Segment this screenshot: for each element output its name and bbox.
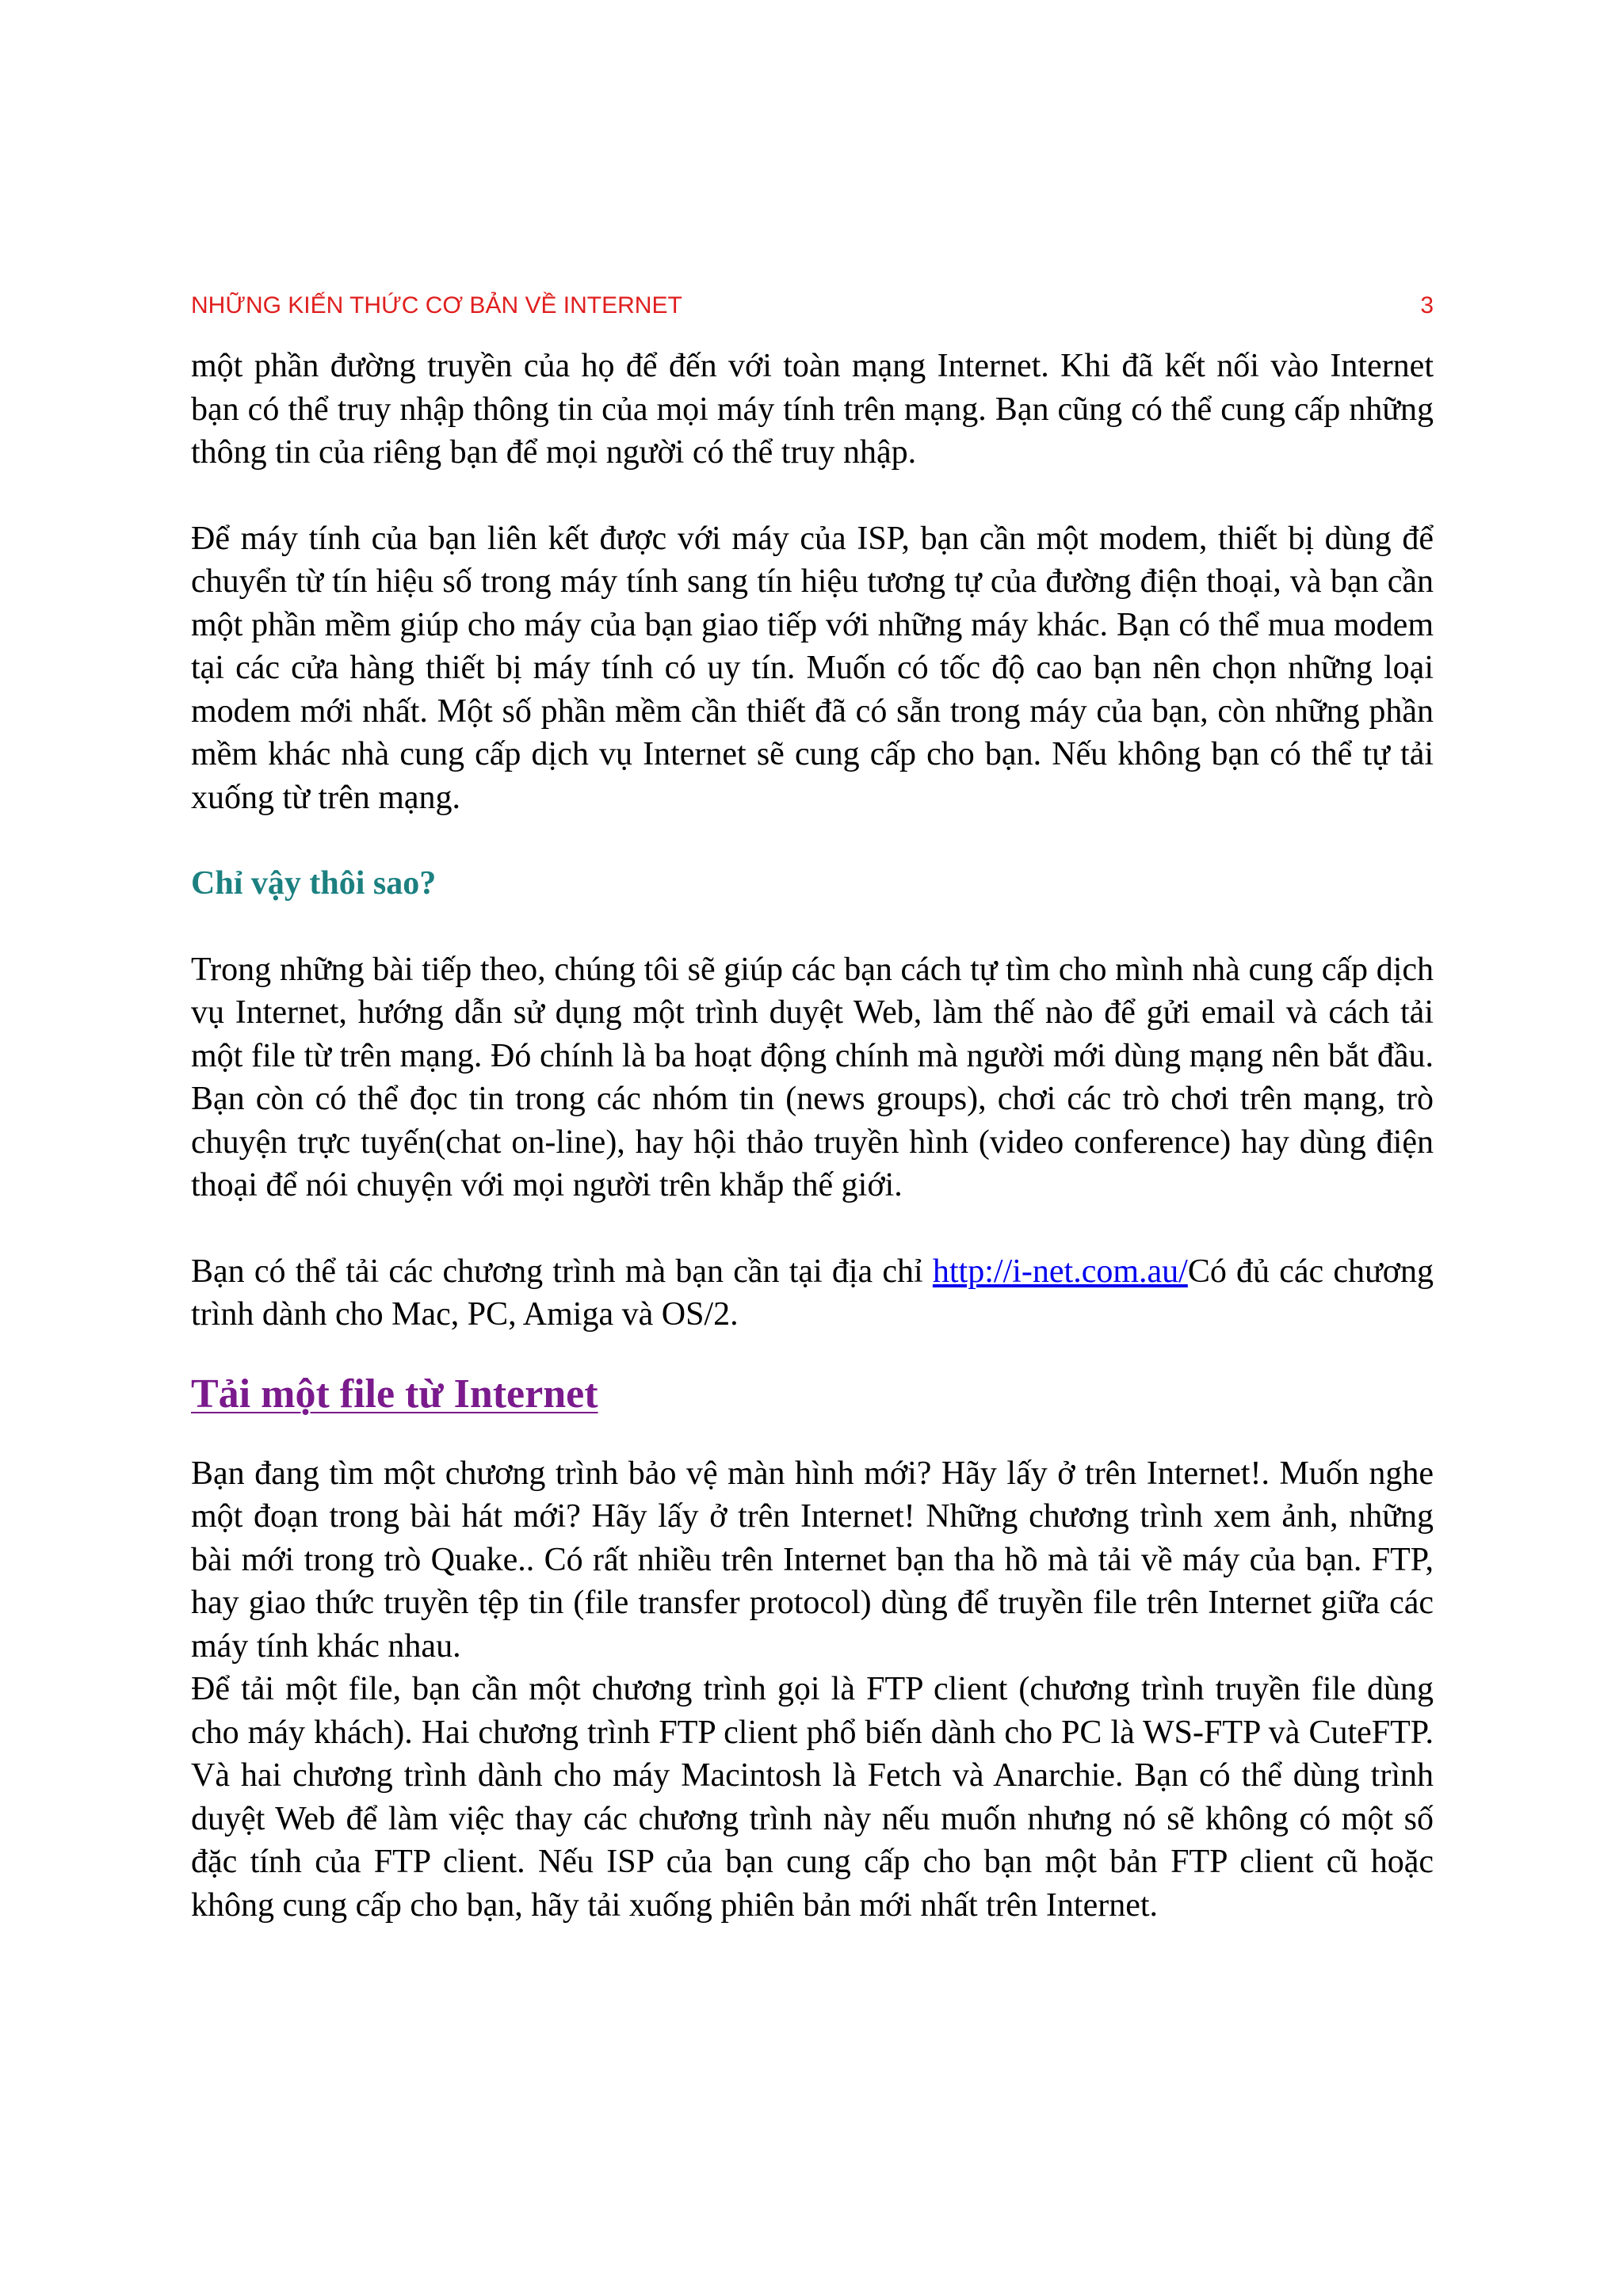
page-number: 3 [1420,292,1434,318]
running-header [191,290,1434,322]
paragraph-ftp-intro: Bạn đang tìm một chương trình bảo vệ màn hình mới? Hãy lấy ở trên Internet!. Muốn nghe một đoạn trong bài hát mới? Hãy lấy ở trên Internet! Những chương trình xem ảnh, những bài mới trong trò Quake.. Có rất nhiều trên Internet bạn tha hồ mà tải về máy của bạn. FTP, hay giao thức truyền tệp tin (file transfer protocol) dùng để truyền file trên Internet giữa các máy tính khác nhau. [191,1455,1434,1665]
paragraph-gap [191,819,1434,862]
section-gap [191,1419,1434,1452]
paragraph-gap [191,1207,1434,1250]
subheading: Chỉ vậy thôi sao? [191,865,437,902]
section-title: Tải một file từ Internet [191,1371,598,1417]
download-link[interactable]: http://i-net.com.au/ [932,1253,1188,1290]
paragraph-next-lessons: Trong những bài tiếp theo, chúng tôi sẽ giúp các bạn cách tự tìm cho mình nhà cung cấp dịch vụ Internet, hướng dẫn sử dụng một trình duyệt Web, làm thế nào để gửi email và cách tải một file từ trên mạng. Đó chính là ba hoạt động chính mà người mới dùng mạng nên bắt đầu. Bạn còn có thể đọc tin trong các nhóm tin (news groups), chơi các trò chơi trên mạng, trò chuyện trực tuyến(chat on-line), hay hội thảo truyền hình (video conference) hay dùng điện thoại để nói chuyện với mọi người trên khắp thế giới. [191,951,1434,1203]
download-text-before: Bạn có thể tải các chương trình mà bạn cần tại địa chỉ [191,1253,933,1290]
paragraph-gap [191,475,1434,517]
paragraph-gap [191,906,1434,948]
header-title: NHỮNG KIẾN THỨC CƠ BẢN VỀ INTERNET [191,292,682,318]
paragraph-isp-connection: một phần đường truyền của họ để đến với toàn mạng Internet. Khi đã kết nối vào Internet bạn có thể truy nhập thông tin của mọi máy tính trên mạng. Bạn cũng có thể cung cấp những thông tin của riêng bạn để mọi người có thể truy nhập. [191,348,1434,471]
paragraph-modem: Để máy tính của bạn liên kết được với máy của ISP, bạn cần một modem, thiết bị dùng để chuyển từ tín hiệu số trong máy tính sang tín hiệu tương tự của đường điện thoại, và bạn cần một phần mềm giúp cho máy của bạn giao tiếp với những máy khác. Bạn có thể mua modem tại các cửa hàng thiết bị máy tính có uy tín. Muốn có tốc độ cao bạn nên chọn những loại modem mới nhất. Một số phần mềm cần thiết đã có sẵn trong máy của bạn, còn những phần mềm khác nhà cung cấp dịch vụ Internet sẽ cung cấp cho bạn. Nếu không bạn có thể tự tải xuống từ trên mạng. [191,520,1434,816]
page-content [191,345,1434,1927]
download-text-after: Có đủ các chương trình dành cho Mac, PC, Amiga và OS/2. [191,1253,1434,1333]
paragraph-ftp-client: Để tải một file, bạn cần một chương trình gọi là FTP client (chương trình truyền file dùng cho máy khách). Hai chương trình FTP client phổ biến dành cho PC là WS-FTP và CuteFTP. Và hai chương trình dành cho máy Macintosh là Fetch và Anarchie. Bạn có thể dùng trình duyệt Web để làm việc thay các chương trình này nếu muốn nhưng nó sẽ không có một số đặc tính của FTP client. Nếu ISP của bạn cung cấp cho bạn một bản FTP client cũ hoặc không cung cấp cho bạn, hãy tải xuống phiên bản mới nhất trên Internet. [191,1671,1434,1924]
paragraph-download-address [191,1250,1434,1337]
section-gap [191,1337,1434,1370]
